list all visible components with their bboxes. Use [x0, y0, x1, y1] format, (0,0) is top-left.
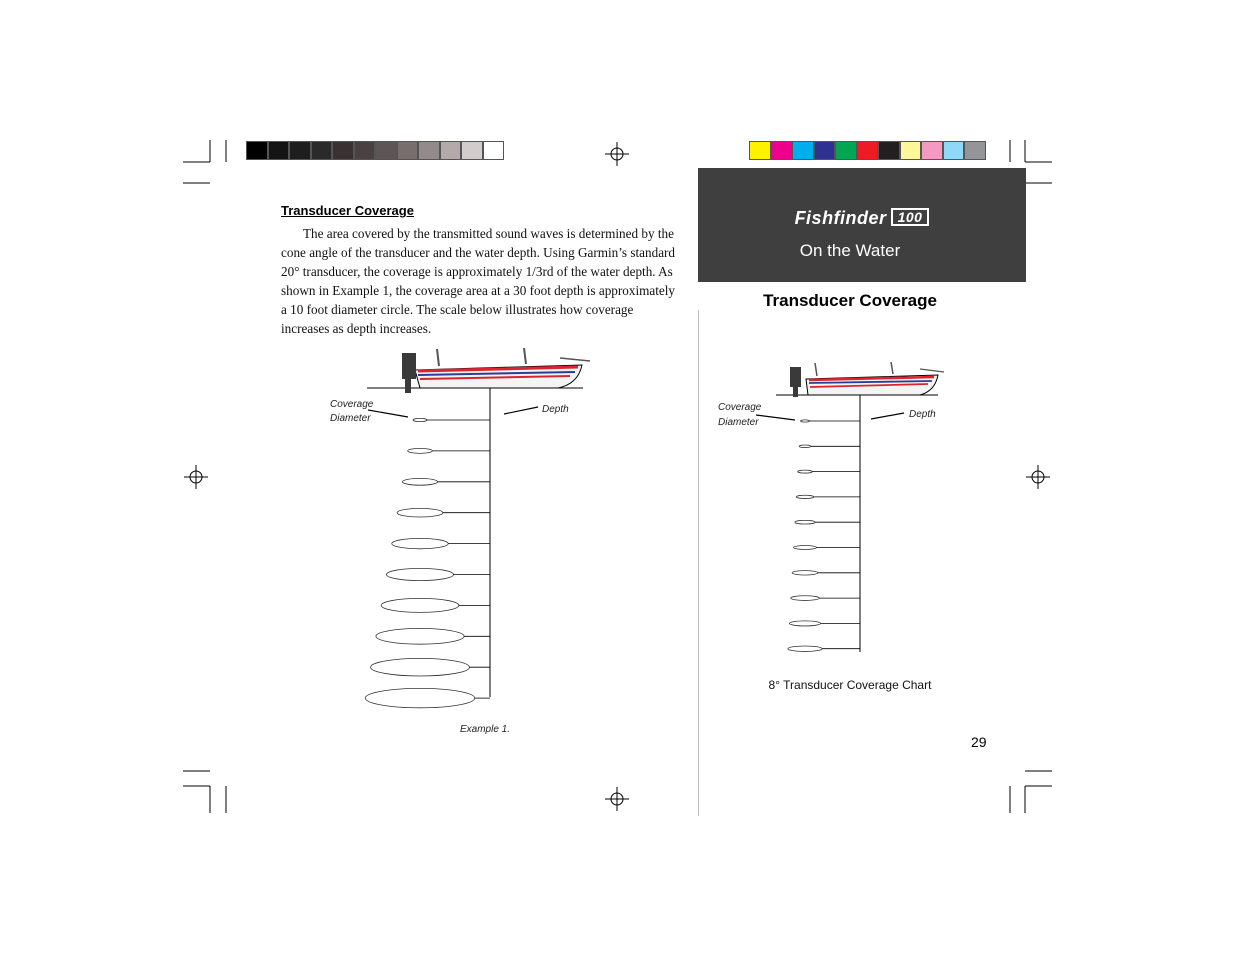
coverage-ring [402, 478, 437, 485]
coverage-ring [794, 546, 817, 550]
coverage-rings [365, 418, 490, 707]
color-swatch [921, 141, 943, 160]
coverage-label: Coverage [330, 399, 374, 410]
color-swatch [900, 141, 922, 160]
color-swatch [461, 141, 483, 160]
color-swatch [311, 141, 333, 160]
boat-illustration [367, 348, 590, 393]
diameter-label: Diameter [330, 413, 371, 424]
depth-label: Depth [909, 409, 936, 420]
figure-caption: Example 1. [460, 724, 511, 735]
coverage-ring [798, 470, 813, 473]
color-swatch [792, 141, 814, 160]
color-swatch [397, 141, 419, 160]
depth-label: Depth [542, 404, 569, 415]
coverage-ring [792, 571, 818, 575]
color-swatch [332, 141, 354, 160]
color-swatch [814, 141, 836, 160]
registration-target-left [184, 465, 208, 489]
chapter-title: On the Water [799, 241, 901, 260]
color-swatch [771, 141, 793, 160]
coverage-ring [413, 418, 427, 421]
brand-name: Fishfinder [794, 208, 887, 228]
page-number: 29 [971, 734, 987, 750]
color-swatch [289, 141, 311, 160]
fishfinder-logo [698, 208, 1026, 229]
coverage-ring [381, 598, 459, 612]
coverage-ring [376, 628, 464, 644]
coverage-ring [799, 445, 811, 448]
coverage-ring [795, 520, 815, 524]
coverage-ring [365, 688, 474, 707]
coverage-diagram-example [320, 348, 620, 743]
registration-target-top [605, 142, 629, 166]
color-swatch [835, 141, 857, 160]
coverage-diagram-8-degree [710, 362, 960, 662]
color-swatch [268, 141, 290, 160]
coverage-ring [788, 646, 822, 651]
color-swatch [857, 141, 879, 160]
chapter-header [698, 168, 1026, 282]
color-swatch [440, 141, 462, 160]
diameter-label: Diameter [718, 417, 759, 428]
coverage-ring [789, 621, 820, 626]
color-swatch [354, 141, 376, 160]
boat-illustration [776, 362, 944, 397]
color-swatch [964, 141, 986, 160]
color-swatch [418, 141, 440, 160]
color-swatch [246, 141, 268, 160]
coverage-rings [788, 420, 860, 652]
coverage-ring [371, 658, 470, 676]
coverage-ring [796, 495, 813, 498]
color-swatch [375, 141, 397, 160]
coverage-ring [801, 420, 810, 422]
color-swatch [943, 141, 965, 160]
figure-caption: 8° Transducer Coverage Chart [768, 678, 932, 692]
color-swatch [483, 141, 505, 160]
coverage-ring [387, 568, 454, 580]
section-heading: Transducer Coverage [281, 203, 414, 218]
page-heading: Transducer Coverage [763, 291, 937, 310]
registration-target-right [1026, 465, 1050, 489]
coverage-ring [397, 508, 443, 517]
body-paragraph: The area covered by the transmitted sound waves is determined by the cone angle of the transducer and the water depth. Using Garmin’s standard 20° transducer, the coverage is approximately 1/3rd of the water depth. As shown in Example 1, the coverage area at a 30 foot depth is approximately a 10 foot diameter circle. The scale below illustrates how coverage increases as depth increases. [281, 226, 676, 336]
coverage-ring [791, 596, 820, 601]
model-number: 100 [891, 208, 930, 226]
coverage-ring [392, 538, 448, 548]
color-swatch [749, 141, 771, 160]
coverage-label: Coverage [718, 402, 762, 413]
page-gutter [698, 310, 699, 816]
registration-target-bottom [605, 787, 629, 811]
coverage-ring [408, 448, 433, 453]
color-swatch [878, 141, 900, 160]
